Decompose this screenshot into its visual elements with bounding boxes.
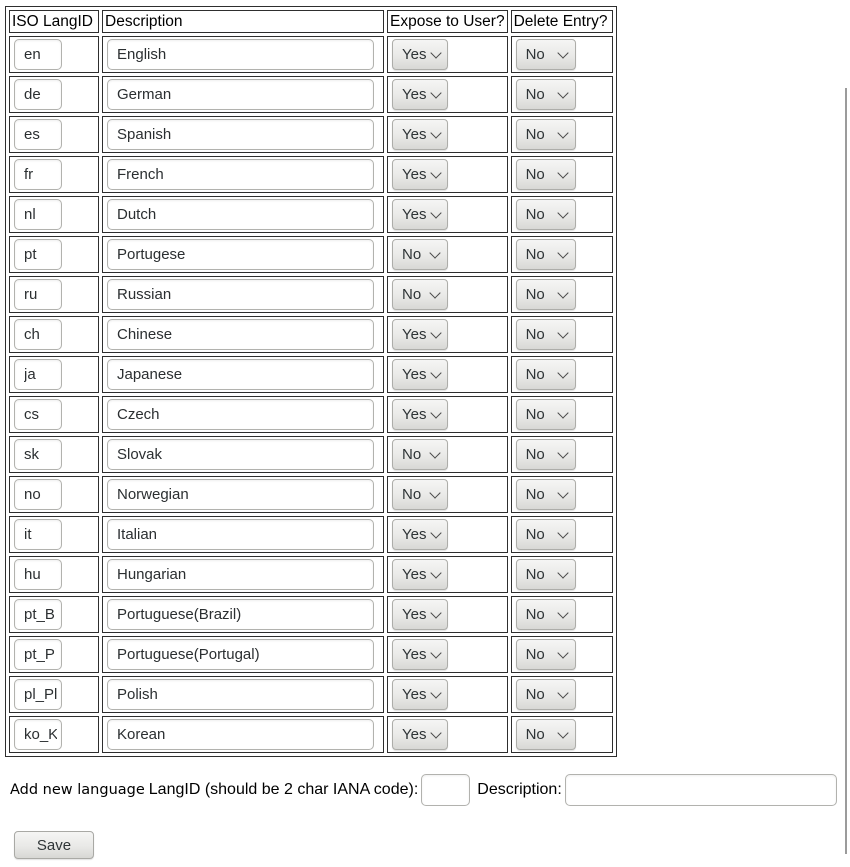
delete-entry-select[interactable]	[516, 639, 576, 670]
table-header-row	[9, 10, 613, 33]
description-input[interactable]	[107, 559, 374, 590]
chevron-down-icon	[429, 447, 440, 458]
expose-to-user-select[interactable]	[392, 239, 448, 270]
chevron-down-icon	[557, 607, 568, 618]
chevron-down-icon	[429, 487, 440, 498]
description-input[interactable]	[107, 719, 374, 750]
expose-to-user-select[interactable]	[392, 199, 448, 230]
delete-entry-select[interactable]	[516, 559, 576, 590]
expose-to-user-select[interactable]	[392, 559, 448, 590]
delete-select-value: No	[525, 206, 545, 223]
expose-to-user-select[interactable]	[392, 399, 448, 430]
chevron-down-icon	[557, 647, 568, 658]
languages-table	[5, 6, 617, 757]
langid-input[interactable]	[14, 479, 62, 510]
expose-select-value: Yes	[402, 206, 427, 223]
expose-to-user-select[interactable]	[392, 319, 448, 350]
expose-to-user-select[interactable]	[392, 359, 448, 390]
description-input[interactable]	[107, 159, 374, 190]
expose-select-value: Yes	[402, 326, 427, 343]
delete-select-value: No	[525, 646, 545, 663]
delete-entry-select[interactable]	[516, 439, 576, 470]
table-row	[9, 396, 613, 433]
chevron-down-icon	[557, 207, 568, 218]
delete-entry-select[interactable]	[516, 159, 576, 190]
chevron-down-icon	[557, 327, 568, 338]
new-langid-label: LangID (should be 2 char IANA code):	[148, 781, 419, 798]
chevron-down-icon	[557, 487, 568, 498]
description-input[interactable]	[107, 679, 374, 710]
add-new-language-text: Add new language	[10, 782, 145, 798]
langid-input[interactable]	[14, 639, 62, 670]
expose-select-value: Yes	[402, 726, 427, 743]
expose-to-user-select[interactable]	[392, 479, 448, 510]
chevron-down-icon	[431, 647, 442, 658]
delete-select-value: No	[525, 486, 545, 503]
delete-entry-select[interactable]	[516, 399, 576, 430]
delete-entry-select[interactable]	[516, 199, 576, 230]
chevron-down-icon	[557, 287, 568, 298]
header-iso-langid: ISO LangID	[9, 10, 99, 33]
expose-to-user-select[interactable]	[392, 519, 448, 550]
description-input[interactable]	[107, 119, 374, 150]
description-input[interactable]	[107, 519, 374, 550]
chevron-down-icon	[431, 127, 442, 138]
chevron-down-icon	[429, 247, 440, 258]
expose-select-value: Yes	[402, 526, 427, 543]
chevron-down-icon	[557, 407, 568, 418]
delete-select-value: No	[525, 126, 545, 143]
delete-select-value: No	[525, 246, 545, 263]
delete-select-value: No	[525, 606, 545, 623]
expose-to-user-select[interactable]	[392, 279, 448, 310]
expose-select-value: Yes	[402, 406, 427, 423]
delete-select-value: No	[525, 86, 545, 103]
chevron-down-icon	[557, 127, 568, 138]
delete-entry-select[interactable]	[516, 239, 576, 270]
langid-input[interactable]	[14, 239, 62, 270]
header-delete-entry: Delete Entry?	[511, 10, 613, 33]
chevron-down-icon	[557, 367, 568, 378]
delete-entry-select[interactable]	[516, 319, 576, 350]
table-row	[9, 316, 613, 353]
langid-input[interactable]	[14, 319, 62, 350]
chevron-down-icon	[431, 407, 442, 418]
table-row	[9, 436, 613, 473]
langid-input[interactable]	[14, 519, 62, 550]
chevron-down-icon	[557, 527, 568, 538]
langid-input[interactable]	[14, 279, 62, 310]
expose-select-value: Yes	[402, 86, 427, 103]
chevron-down-icon	[431, 327, 442, 338]
langid-input[interactable]	[14, 399, 62, 430]
chevron-down-icon	[431, 367, 442, 378]
chevron-down-icon	[557, 687, 568, 698]
expose-select-value: No	[402, 446, 422, 463]
langid-input[interactable]	[14, 559, 62, 590]
chevron-down-icon	[431, 687, 442, 698]
description-input[interactable]	[107, 319, 374, 350]
langid-input[interactable]	[14, 679, 62, 710]
chevron-down-icon	[557, 87, 568, 98]
delete-select-value: No	[525, 686, 545, 703]
chevron-down-icon	[431, 207, 442, 218]
delete-select-value: No	[525, 286, 545, 303]
expose-to-user-select[interactable]	[392, 119, 448, 150]
description-input[interactable]	[107, 639, 374, 670]
save-button-label: Save	[36, 836, 72, 854]
expose-select-value: Yes	[402, 166, 427, 183]
chevron-down-icon	[557, 47, 568, 58]
expose-select-value: Yes	[402, 566, 427, 583]
chevron-down-icon	[557, 567, 568, 578]
table-row	[9, 36, 613, 73]
delete-entry-select[interactable]	[516, 359, 576, 390]
description-input[interactable]	[107, 239, 374, 270]
delete-select-value: No	[525, 726, 545, 743]
delete-entry-select[interactable]	[516, 39, 576, 70]
chevron-down-icon	[431, 167, 442, 178]
delete-select-value: No	[525, 406, 545, 423]
langid-input[interactable]	[14, 79, 62, 110]
expose-to-user-select[interactable]	[392, 639, 448, 670]
chevron-down-icon	[431, 607, 442, 618]
chevron-down-icon	[557, 447, 568, 458]
langid-input[interactable]	[14, 359, 62, 390]
chevron-down-icon	[557, 167, 568, 178]
expose-to-user-select[interactable]	[392, 719, 448, 750]
delete-entry-select[interactable]	[516, 519, 576, 550]
expose-select-value: Yes	[402, 126, 427, 143]
expose-select-value: Yes	[402, 646, 427, 663]
table-row	[9, 676, 613, 713]
chevron-down-icon	[431, 567, 442, 578]
chevron-down-icon	[431, 87, 442, 98]
expose-select-value: Yes	[402, 686, 427, 703]
new-description-label: Description:	[477, 781, 562, 798]
chevron-down-icon	[431, 47, 442, 58]
chevron-down-icon	[557, 727, 568, 738]
table-row	[9, 156, 613, 193]
delete-entry-select[interactable]	[516, 599, 576, 630]
description-input[interactable]	[107, 39, 374, 70]
expose-to-user-select[interactable]	[392, 439, 448, 470]
chevron-down-icon	[429, 287, 440, 298]
table-row	[9, 356, 613, 393]
table-row	[9, 516, 613, 553]
expose-select-value: Yes	[402, 606, 427, 623]
expose-select-value: No	[402, 246, 422, 263]
table-row	[9, 556, 613, 593]
chevron-down-icon	[557, 247, 568, 258]
description-input[interactable]	[107, 439, 374, 470]
table-row	[9, 596, 613, 633]
delete-select-value: No	[525, 526, 545, 543]
description-input[interactable]	[107, 599, 374, 630]
langid-input[interactable]	[14, 39, 62, 70]
save-button[interactable]	[14, 831, 94, 859]
delete-select-value: No	[525, 446, 545, 463]
table-row	[9, 716, 613, 753]
expose-to-user-select[interactable]	[392, 159, 448, 190]
expose-select-value: Yes	[402, 46, 427, 63]
langid-input[interactable]	[14, 719, 62, 750]
expose-to-user-select[interactable]	[392, 79, 448, 110]
add-new-language-row	[10, 774, 850, 806]
delete-select-value: No	[525, 566, 545, 583]
delete-select-value: No	[525, 166, 545, 183]
langid-input[interactable]	[14, 599, 62, 630]
expose-to-user-select[interactable]	[392, 39, 448, 70]
expose-select-value: No	[402, 486, 422, 503]
delete-entry-select[interactable]	[516, 119, 576, 150]
table-row	[9, 276, 613, 313]
header-description: Description	[102, 10, 384, 33]
table-row	[9, 636, 613, 673]
table-row	[9, 236, 613, 273]
expose-to-user-select[interactable]	[392, 679, 448, 710]
table-row	[9, 196, 613, 233]
delete-entry-select[interactable]	[516, 679, 576, 710]
vertical-scrollbar-thumb[interactable]	[845, 88, 847, 854]
description-input[interactable]	[107, 79, 374, 110]
langid-input[interactable]	[14, 439, 62, 470]
table-row	[9, 76, 613, 113]
header-expose-to-user: Expose to User?	[387, 10, 508, 33]
langid-input[interactable]	[14, 199, 62, 230]
langid-input[interactable]	[14, 119, 62, 150]
delete-entry-select[interactable]	[516, 479, 576, 510]
delete-entry-select[interactable]	[516, 719, 576, 750]
chevron-down-icon	[431, 727, 442, 738]
table-row	[9, 476, 613, 513]
chevron-down-icon	[431, 527, 442, 538]
new-langid-input[interactable]	[421, 774, 470, 806]
table-row	[9, 116, 613, 153]
description-input[interactable]	[107, 199, 374, 230]
description-input[interactable]	[107, 279, 374, 310]
description-input[interactable]	[107, 399, 374, 430]
delete-select-value: No	[525, 326, 545, 343]
description-input[interactable]	[107, 479, 374, 510]
delete-entry-select[interactable]	[516, 79, 576, 110]
delete-entry-select[interactable]	[516, 279, 576, 310]
expose-to-user-select[interactable]	[392, 599, 448, 630]
langid-input[interactable]	[14, 159, 62, 190]
delete-select-value: No	[525, 366, 545, 383]
expose-select-value: Yes	[402, 366, 427, 383]
new-description-input[interactable]	[565, 774, 837, 806]
delete-select-value: No	[525, 46, 545, 63]
expose-select-value: No	[402, 286, 422, 303]
description-input[interactable]	[107, 359, 374, 390]
